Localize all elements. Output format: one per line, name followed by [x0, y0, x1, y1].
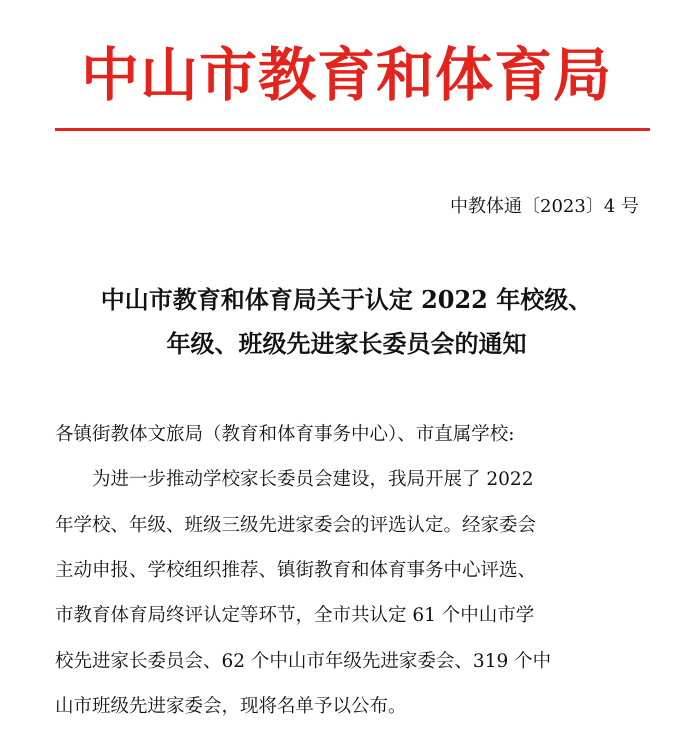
body-line-4: 市教育体育局终评认定等环节，全市共认定 61 个中山市学 [55, 605, 535, 626]
body-line-2: 年学校、年级、班级三级先进家委会的评选认定。经家委会 [55, 515, 537, 536]
body-line-3: 主动申报、学校组织推荐、镇街教育和体育事务中心评选、 [55, 560, 537, 581]
body-line-6: 山市班级先进家委会，现将名单予以公布。 [55, 696, 407, 717]
document-title-line-1: 中山市教育和体育局关于认定 2022 年校级、 [100, 285, 593, 314]
body-line-1: 为进一步推动学校家长委员会建设，我局开展了 2022 [92, 469, 534, 490]
salutation: 各镇街教体文旅局（教育和体育事务中心）、市直属学校: [55, 424, 515, 445]
agency-header-title: 中山市教育和体育局 [80, 41, 612, 109]
body-line-5: 校先进家长委员会、62 个中山市年级先进家委会、319 个中 [55, 651, 552, 672]
header-red-rule [55, 128, 650, 131]
document-title-line-2: 年级、班级先进家长委员会的通知 [166, 329, 527, 358]
document-number: 中教体通〔2023〕4 号 [450, 196, 639, 217]
